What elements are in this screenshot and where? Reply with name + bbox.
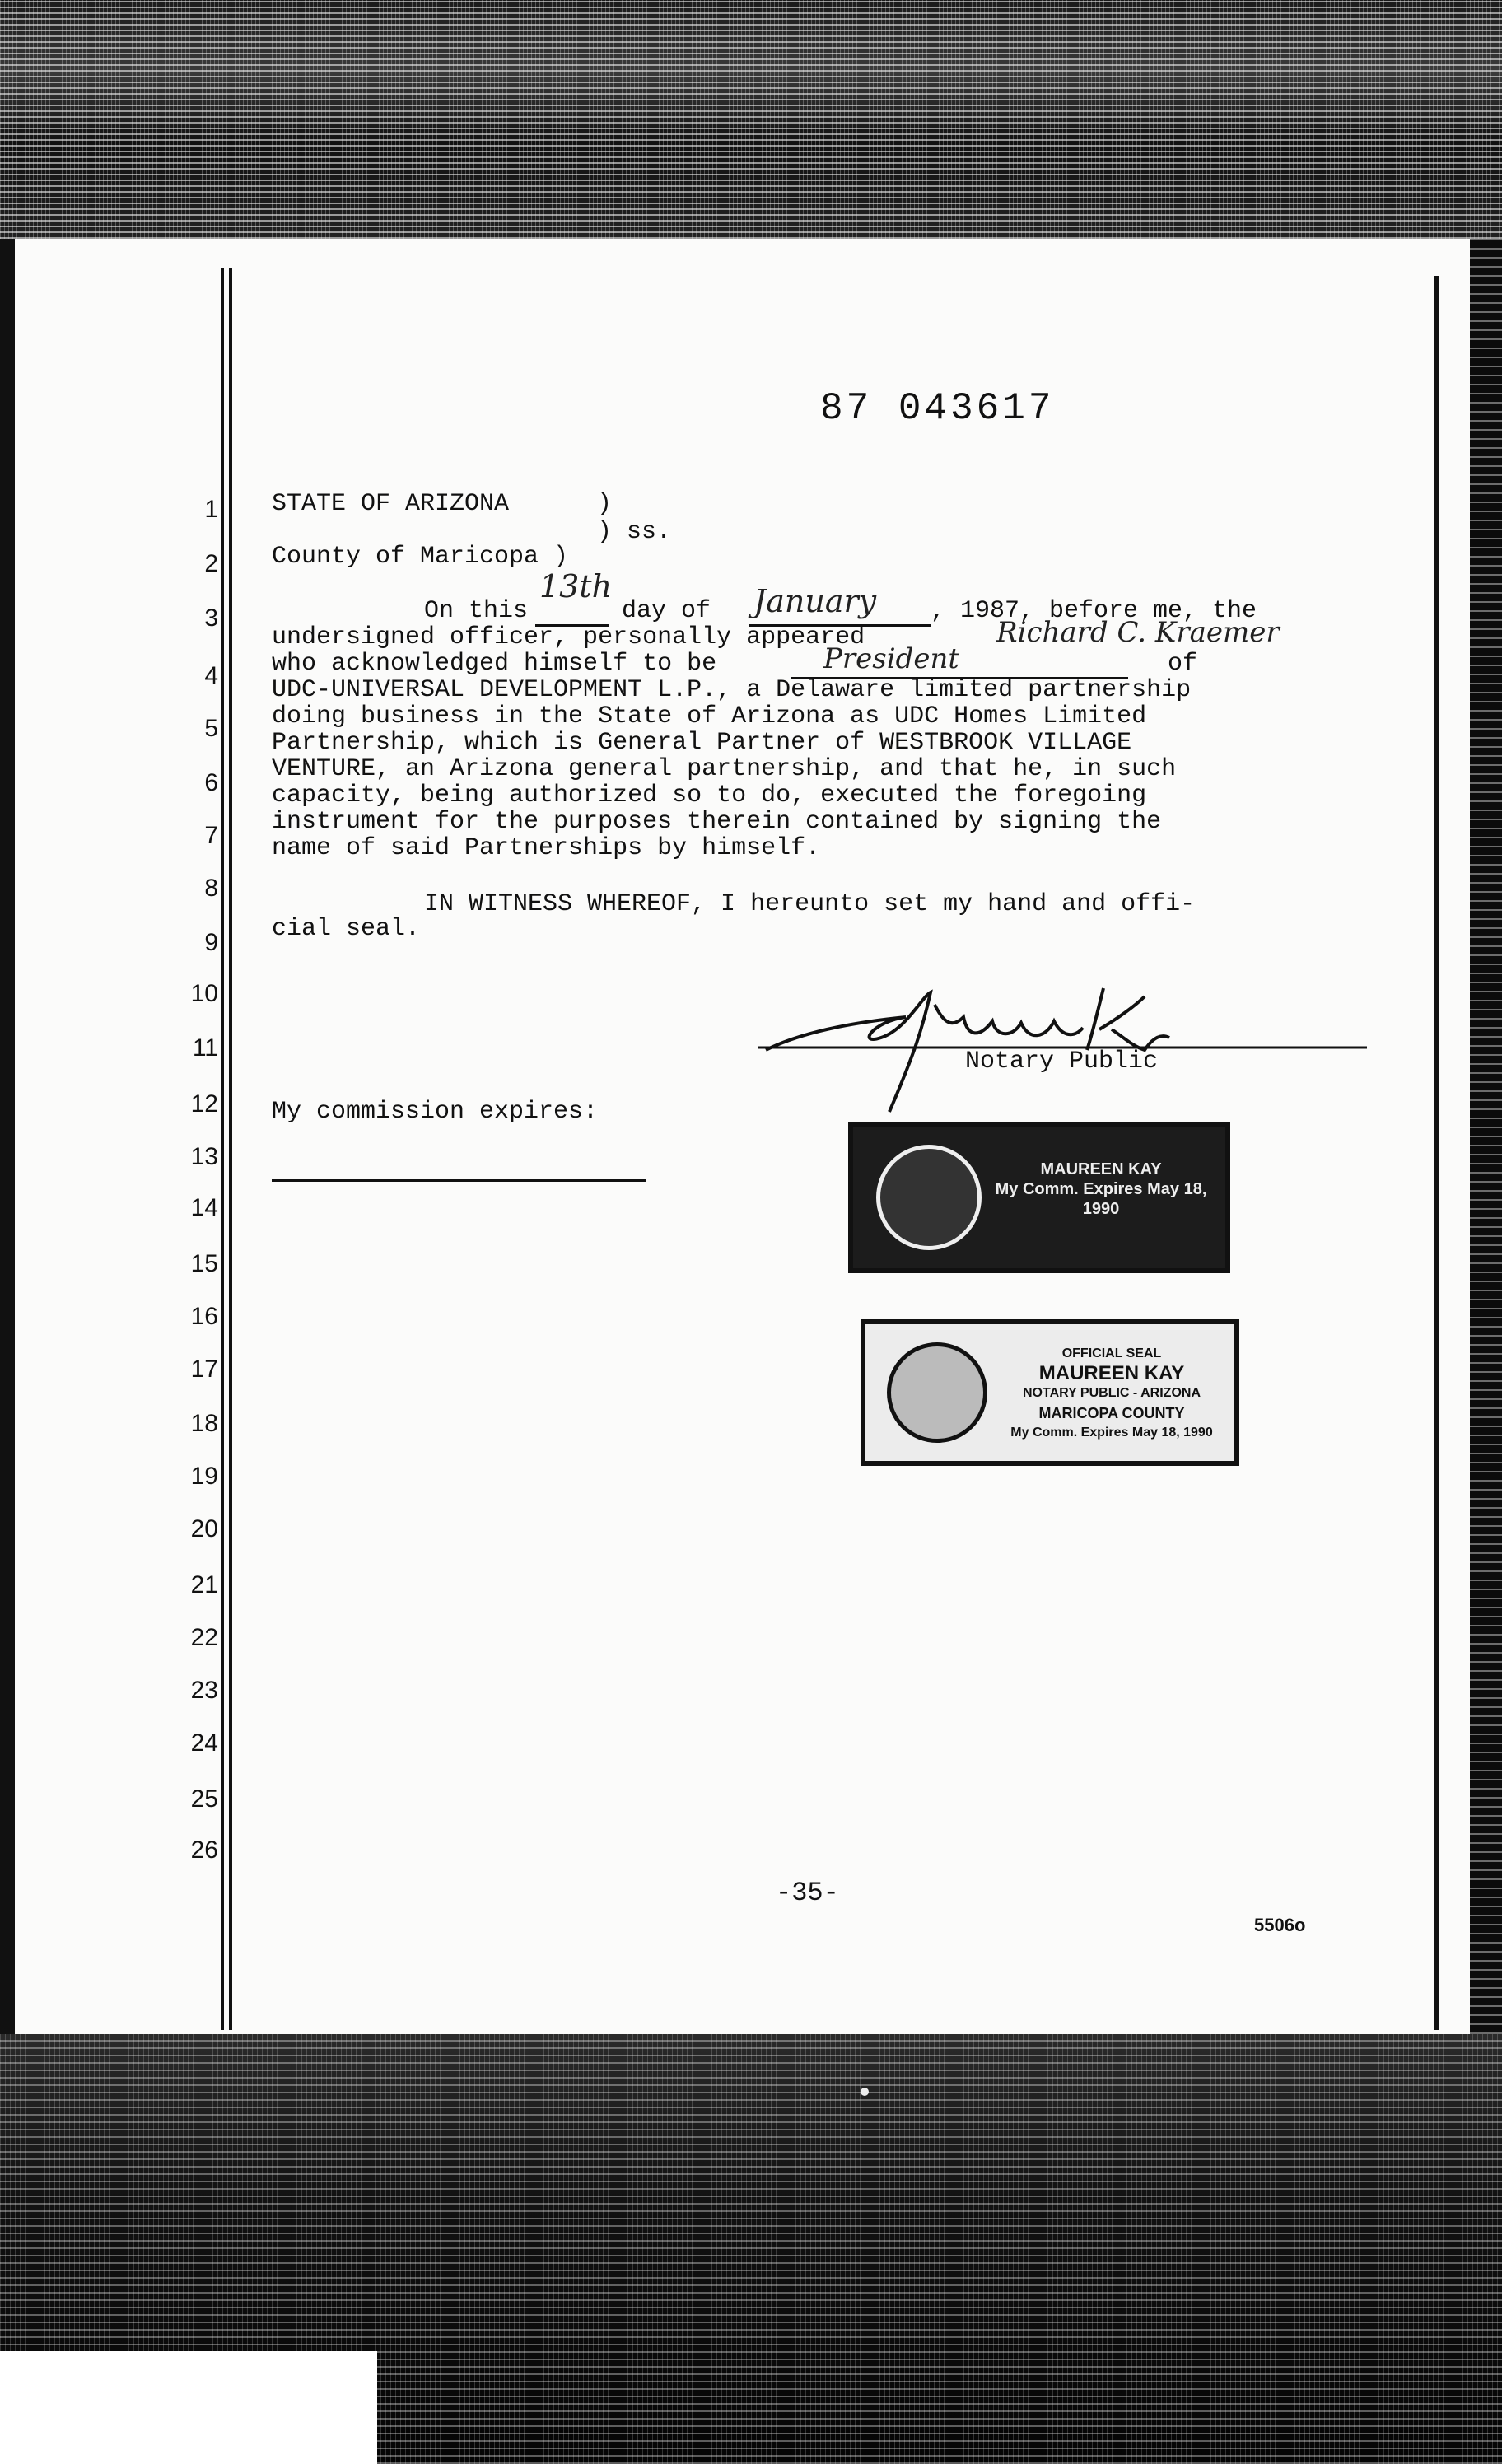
venue-county: County of Maricopa ) bbox=[272, 543, 569, 571]
scan-corner-patch bbox=[0, 2351, 377, 2464]
line-number: 23 bbox=[190, 1677, 218, 1704]
ack-line-business: doing business in the State of Arizona as UDC Homes Limited bbox=[272, 702, 1147, 730]
line-number: 18 bbox=[190, 1410, 218, 1437]
commission-blank-line bbox=[272, 1179, 646, 1182]
scan-speck bbox=[861, 2088, 869, 2096]
line-number: 3 bbox=[204, 604, 218, 632]
scan-noise-right bbox=[1470, 239, 1502, 2034]
notary-stamp-top bbox=[848, 1122, 1230, 1273]
line-number: 5 bbox=[204, 715, 218, 742]
line-number: 25 bbox=[190, 1785, 218, 1813]
line-number: 15 bbox=[190, 1250, 218, 1277]
line-number: 1 bbox=[204, 496, 218, 523]
commission-label: My commission expires: bbox=[272, 1098, 599, 1126]
state-seal-icon bbox=[876, 1145, 982, 1250]
line-number: 11 bbox=[192, 1034, 218, 1062]
margin-rule-right bbox=[1434, 276, 1439, 2030]
ack-of: of bbox=[1168, 650, 1198, 678]
line-number: 26 bbox=[190, 1836, 218, 1864]
line-number: 6 bbox=[204, 769, 218, 796]
margin-rule-left-inner bbox=[229, 268, 232, 2030]
scan-noise-top bbox=[0, 0, 1502, 239]
stamp-top-expires: My Comm. Expires May 18, 1990 bbox=[995, 1180, 1207, 1218]
notary-public-label: Notary Public bbox=[965, 1048, 1159, 1076]
stamp-official-seal: OFFICIAL SEAL bbox=[1061, 1346, 1162, 1360]
ack-line-name: name of said Partnerships by himself. bbox=[272, 834, 821, 862]
line-number: 7 bbox=[204, 822, 218, 849]
document-number: 87 043617 bbox=[820, 387, 1055, 430]
ack-day-of: day of bbox=[622, 597, 711, 625]
stamp-notary-arizona: NOTARY PUBLIC - ARIZONA bbox=[1023, 1386, 1201, 1400]
line-number: 19 bbox=[190, 1463, 218, 1490]
document-page bbox=[15, 239, 1470, 2034]
witness-line2: cial seal. bbox=[272, 915, 421, 943]
line-number: 4 bbox=[204, 662, 218, 689]
line-number: 14 bbox=[190, 1194, 218, 1221]
ack-line-udc: UDC-UNIVERSAL DEVELOPMENT L.P., a Delaware limited partnership bbox=[272, 676, 1192, 704]
line-number: 9 bbox=[204, 929, 218, 956]
stamp-county: MARICOPA COUNTY bbox=[1038, 1405, 1185, 1421]
ack-line-partnership: Partnership, which is General Partner of WESTBROOK VILLAGE bbox=[272, 729, 1132, 757]
ack-line-capacity: capacity, being authorized so to do, executed the foregoing bbox=[272, 782, 1147, 810]
line-number: 21 bbox=[190, 1571, 218, 1598]
state-seal-icon bbox=[887, 1342, 987, 1443]
ack-undersigned: undersigned officer, personally appeared bbox=[272, 623, 865, 651]
line-number: 16 bbox=[190, 1303, 218, 1330]
ack-line-venture: VENTURE, an Arizona general partnership, and that he, in such bbox=[272, 755, 1177, 783]
document-code: 5506o bbox=[1254, 1915, 1306, 1935]
ack-day-handwritten: 13th bbox=[539, 568, 613, 604]
ack-title-handwritten: President bbox=[823, 642, 960, 675]
venue-state: STATE OF ARIZONA bbox=[272, 490, 510, 518]
witness-line1: IN WITNESS WHEREOF, I hereunto set my hand and offi- bbox=[424, 890, 1196, 918]
page-number: -35- bbox=[776, 1878, 839, 1908]
ack-acknowledged: who acknowledged himself to be bbox=[272, 650, 717, 678]
ack-on-this: On this bbox=[424, 597, 529, 625]
venue-paren: ) bbox=[597, 490, 613, 518]
notary-stamp-bottom bbox=[861, 1319, 1239, 1466]
line-number: 2 bbox=[204, 550, 218, 577]
ack-year-before: , 1987, before me, the bbox=[931, 597, 1257, 625]
margin-rule-left-outer bbox=[221, 268, 224, 2030]
stamp-name: MAUREEN KAY bbox=[1038, 1362, 1185, 1384]
line-number: 22 bbox=[190, 1624, 218, 1651]
line-number: 17 bbox=[190, 1356, 218, 1383]
line-number: 13 bbox=[190, 1143, 218, 1170]
line-number: 10 bbox=[190, 980, 218, 1007]
line-number: 8 bbox=[204, 875, 218, 902]
notary-signature-graphic bbox=[758, 972, 1383, 1120]
stamp-top-name: MAUREEN KAY bbox=[1040, 1160, 1162, 1178]
ack-name-handwritten: Richard C. Kraemer bbox=[996, 616, 1280, 649]
line-number: 12 bbox=[190, 1090, 218, 1118]
venue-ss: ) ss. bbox=[597, 518, 672, 546]
ack-line-instrument: instrument for the purposes therein contained by signing the bbox=[272, 808, 1162, 836]
line-number: 20 bbox=[190, 1515, 218, 1542]
ack-month-handwritten: January bbox=[753, 583, 877, 619]
line-number: 24 bbox=[190, 1729, 218, 1757]
stamp-expires: My Comm. Expires May 18, 1990 bbox=[1010, 1426, 1213, 1440]
